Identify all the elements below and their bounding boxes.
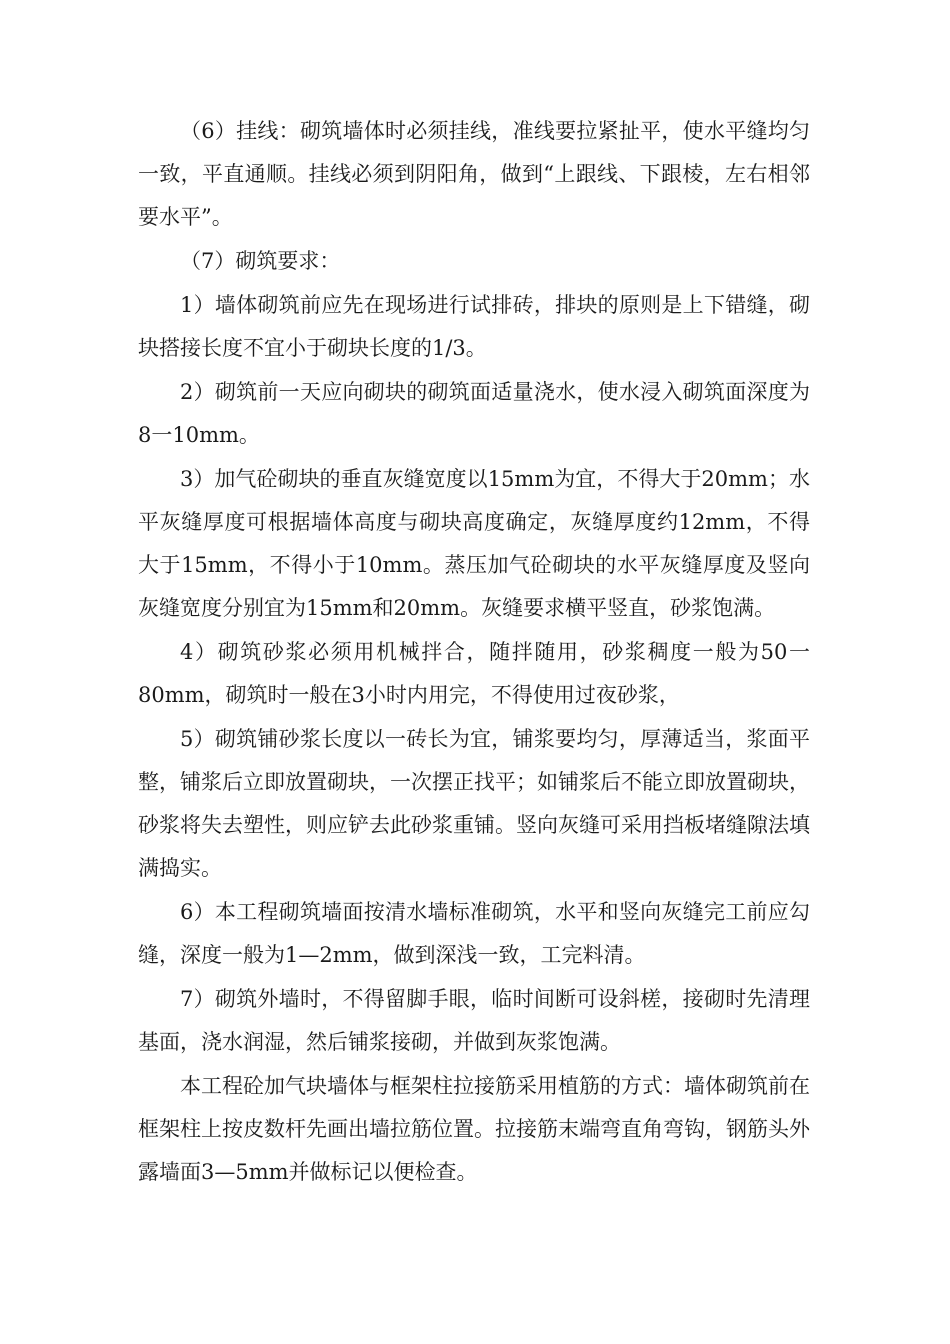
- paragraph-hanging-line: （6）挂线：砌筑墙体时必须挂线，准线要拉紧扯平，使水平缝均匀一致，平直通顺。挂线必须到阴阳角，做到“上跟线、下跟棱，左右相邻要水平”。: [138, 119, 810, 229]
- paragraph-requirement-4: 4）砌筑砂浆必须用机械拌合，随拌随用，砂浆稠度一般为50一80mm，砌筑时一般在3小时内用完，不得使用过夜砂浆，: [138, 640, 810, 707]
- paragraph-requirement-1: 1）墙体砌筑前应先在现场进行试排砖，排块的原则是上下错缝，砌块搭接长度不宜小于砌块长度的1/3。: [138, 293, 810, 360]
- document-body: [138, 110, 810, 1195]
- paragraph-requirement-7: 7）砌筑外墙时，不得留脚手眼，临时间断可设斜槎，接砌时先清理基面，浇水润湿，然后铺浆接砌，并做到灰浆饱满。: [138, 987, 810, 1054]
- paragraph-requirement-6: 6）本工程砌筑墙面按清水墙标准砌筑，水平和竖向灰缝完工前应勾缝，深度一般为1—2mm，做到深浅一致，工完料清。: [138, 900, 810, 967]
- paragraph-requirement-5: 5）砌筑铺砂浆长度以一砖长为宜，铺浆要均匀，厚薄适当，浆面平整，铺浆后立即放置砌块，一次摆正找平；如铺浆后不能立即放置砌块，砂浆将失去塑性，则应铲去此砂浆重铺。竖向灰缝可采用挡板堵缝隙法填满捣实。: [138, 727, 810, 880]
- paragraph-requirement-2: 2）砌筑前一天应向砌块的砌筑面适量浇水，使水浸入砌筑面深度为8一10mm。: [138, 380, 810, 447]
- paragraph-requirement-3: 3）加气砼砌块的垂直灰缝宽度以15mm为宜，不得大于20mm；水平灰缝厚度可根据墙体高度与砌块高度确定，灰缝厚度约12mm，不得大于15mm，不得小于10mm。蒸压加气砼砌块的水平灰缝厚度及竖向灰缝宽度分别宜为15mm和20mm。灰缝要求横平竖直，砂浆饱满。: [138, 467, 810, 620]
- paragraph-masonry-requirements-heading: （7）砌筑要求：: [180, 249, 341, 273]
- paragraph-tie-bars: 本工程砼加气块墙体与框架柱拉接筋采用植筋的方式：墙体砌筑前在框架柱上按皮数杆先画出墙拉筋位置。拉接筋末端弯直角弯钩，钢筋头外露墙面3—5mm并做标记以便检查。: [138, 1074, 810, 1184]
